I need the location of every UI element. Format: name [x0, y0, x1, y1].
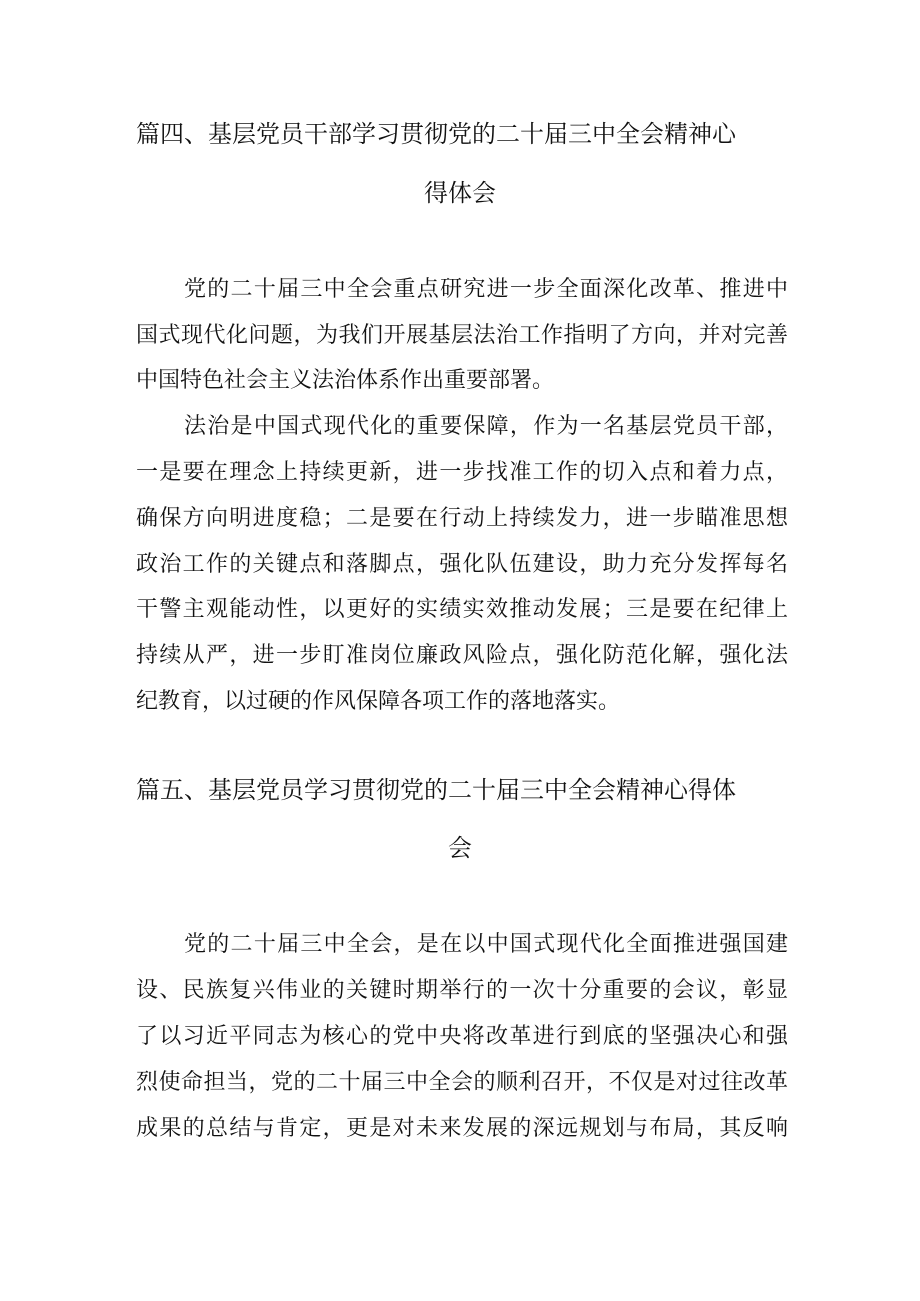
section4-p2-line: 政治工作的关键点和落脚点，强化队伍建设，助力充分发挥每名 — [136, 552, 788, 577]
section4-title-line2: 得体会 — [424, 179, 496, 207]
section4-p2-line: 持续从严，进一步盯准岗位廉政风险点，强化防范化解，强化法 — [136, 643, 788, 668]
section4-p2-line: 一是要在理念上持续更新，进一步找准工作的切入点和着力点， — [136, 460, 788, 485]
section4-title-line1: 篇四、基层党员干部学习贯彻党的二十届三中全会精神心 — [136, 120, 736, 148]
section5-p1-line: 成果的总结与肯定，更是对未来发展的深远规划与布局，其反响 — [136, 1116, 788, 1141]
section5-p1-line: 党的二十届三中全会，是在以中国式现代化全面推进强国建 — [184, 932, 788, 957]
section4-p1-line: 党的二十届三中全会重点研究进一步全面深化改革、推进中 — [184, 277, 788, 302]
section4-p1-line: 中国特色社会主义法治体系作出重要部署。 — [136, 368, 555, 393]
section5-p1-line: 设、民族复兴伟业的关键时期举行的一次十分重要的会议，彰显 — [136, 978, 788, 1003]
section5-title-line1: 篇五、基层党员学习贯彻党的二十届三中全会精神心得体 — [136, 776, 736, 804]
section4-p2-line: 纪教育，以过硬的作风保障各项工作的落地落实。 — [136, 689, 621, 714]
section4-p2-line: 法治是中国式现代化的重要保障，作为一名基层党员干部， — [184, 414, 788, 439]
section4-p2-line: 确保方向明进度稳；二是要在行动上持续发力，进一步瞄准思想 — [136, 506, 788, 531]
section5-title-line2: 会 — [448, 834, 472, 862]
section5-p1-line: 了以习近平同志为核心的党中央将改革进行到底的坚强决心和强 — [136, 1024, 788, 1049]
section5-p1-line: 烈使命担当，党的二十届三中全会的顺利召开，不仅是对过往改革 — [136, 1070, 788, 1095]
section4-p2-line: 干警主观能动性，以更好的实绩实效推动发展；三是要在纪律上 — [136, 597, 788, 622]
section4-p1-line: 国式现代化问题，为我们开展基层法治工作指明了方向，并对完善 — [136, 323, 788, 348]
